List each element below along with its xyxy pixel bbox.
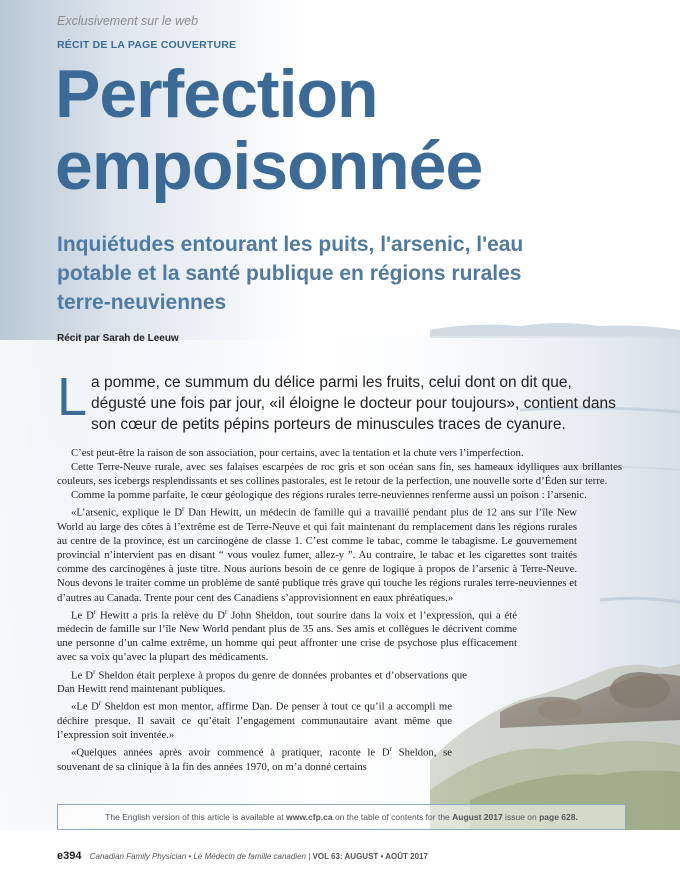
page-number: e394	[57, 850, 82, 862]
drop-cap: L	[57, 367, 88, 427]
lede-text: a pomme, ce summum du délice parmi les fruits, celui dont on dit que, dégusté une fois par jour, «il éloigne le docteur pour toujours», contient dans son cœur de petits pépins porteurs de minuscules traces de cyanure.	[91, 374, 616, 433]
body-paragraph-6: Le $D^r$ Sheldon était perplexe à propos du genre de données probantes et d’observations que Dan Hewitt rend maintenant publiques.	[57, 667, 468, 696]
body-paragraph-8: «Quelques années après avoir commencé à pratiquer, raconte le $D^r$ Sheldon, se souvenant de sa clinique à la fin des années 1970, on m’a donné certains	[57, 745, 453, 773]
section-label: RÉCIT DE LA PAGE COUVERTURE	[57, 39, 237, 51]
article-body	[57, 446, 622, 774]
page-footer	[57, 850, 428, 862]
cfp-link[interactable]: www.cfp.ca	[286, 812, 333, 822]
body-paragraph-4: «L’arsenic, explique le $D^r$ Dan Hewitt, un médecin de famille qui a travaillé pendant plus de 12 ans sur l’île New World au large des côtes à l’extrême est de Terre-Neuve et qui fait maintenant du remplacement dans les régions rurales au centre de la province, est un carcinogène de classe 1. C’est comme le tabac, comme le tabagisme. Le gouvernement provincial n’intervient pas en disant “ vous voulez fumer, allez-y ”. Au contraire, le tabac et les cigarettes sont traités comme des carcinogènes à juste titre. Nous aurions besoin de ce genre de logique à propos de l’arsenic à Terre-Neuve. Nous devons le traiter comme un problème de santé publique très grave qui touche les régions rurales terre-neuviennes et d’autres au Canada. Trente pour cent des Canadiens s’approvisionnent en eaux phréatiques.»	[57, 505, 577, 604]
title-line-2: empoisonnée	[55, 128, 483, 204]
article-title	[55, 58, 482, 202]
article-subtitle: Inquiétudes entourant les puits, l'arsenic, l'eau potable et la santé publique en régions rurales terre-neuviennes	[57, 233, 524, 314]
body-paragraph-5: Le $D^r$ Hewitt a pris la relève du $D^r$ John Sheldon, tout sourire dans la voix et l’expression, qui a été médecin de famille sur l’île New World pendant plus de 35 ans. Ses amis et collègues le décrivent comme une personne d’un calme extrême, un homme qui peut affronter une crise de psychose plus efficacement avec sa voix qu’avec la plupart des médicaments.	[57, 607, 518, 664]
body-paragraph-1: C’est peut-être la raison de son association, pour certains, avec la tentation et la chute vers l’imperfection.	[71, 447, 524, 459]
english-version-note: The English version of this article is available at www.cfp.ca on the table of contents for the August 2017 issue on page 628.	[57, 804, 626, 830]
byline: Récit par Sarah de Leeuw	[57, 333, 179, 344]
web-exclusive-label: Exclusivement sur le web	[57, 14, 199, 28]
lede-paragraph	[57, 367, 617, 435]
footer-separator: |	[308, 852, 311, 861]
journal-name: Canadian Family Physician • Le Médecin de famille canadien	[89, 852, 306, 861]
title-line-1: Perfection	[55, 56, 378, 132]
body-paragraph-2: Cette Terre-Neuve rurale, avec ses falaises escarpées de roc gris et son océan sans fin, ses hameaux idylliques aux brillantes couleurs, ses icebergs resplendissants et ses collines pastorales, est le retour de la perfection, une nouvelle sorte d’Éden sur terre.	[57, 461, 622, 488]
body-paragraph-3: Comme la pomme parfaite, le cœur géologique des régions rurales terre-neuviennes renferme aussi un poison : l’arsenic.	[71, 489, 587, 502]
body-paragraph-7: «Le $D^r$ Sheldon est mon mentor, affirme Dan. De penser à tout ce qu’il a accompli me déchire presque. Il savait ce qu’était l’engagement communautaire avant même que l’expression soit inventée.»	[57, 699, 452, 742]
issue-info: VOL 63: AUGUST • AOÛT 2017	[312, 852, 428, 861]
